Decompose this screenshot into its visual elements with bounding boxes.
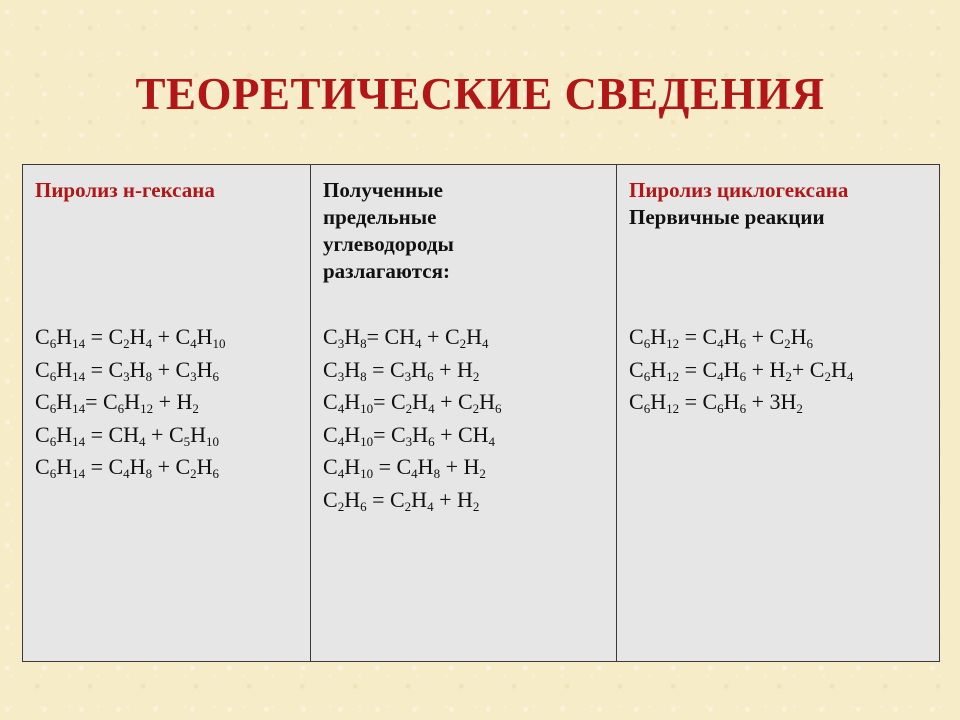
reaction-equation: $C_6H_{12} = C_6H_6 + 3H_2$ bbox=[629, 389, 803, 416]
reaction-equation: $C_6H_{12} = C_4H_6 + H_2+ C_2H_4$ bbox=[629, 356, 854, 384]
column-heading bbox=[629, 177, 929, 231]
column-saturated-decomposition bbox=[310, 165, 616, 661]
reactions-table bbox=[22, 164, 940, 662]
equation-list bbox=[629, 321, 853, 419]
column-heading bbox=[323, 177, 606, 285]
heading-line: углеводороды bbox=[323, 232, 454, 256]
reaction-equation: $C_6H_{14} = C_4H_8 + C_2H_6$ bbox=[35, 454, 220, 481]
reaction-equation: $C_4H_{10}= C_2H_4 + C_2H_6$ bbox=[323, 389, 502, 416]
reaction-equation: $C_4H_{10} = C_4H_8 + H_2$ bbox=[323, 454, 486, 481]
equation-list bbox=[323, 321, 502, 516]
heading-line: Пиролиз н-гексана bbox=[35, 178, 215, 202]
heading-line: предельные bbox=[323, 205, 437, 229]
reaction-equation: $C_3H_8= CH_4 + C_2H_4$ bbox=[323, 324, 489, 351]
equation-list bbox=[35, 321, 226, 484]
column-heading bbox=[35, 177, 300, 204]
heading-line: Первичные реакции bbox=[629, 205, 825, 229]
reaction-equation: $C_3H_8 = C_3H_6 + H_2$ bbox=[323, 356, 480, 384]
reaction-equation: $C_6H_{14} = C_2H_4 + C_4H_{10}$ bbox=[35, 324, 226, 351]
slide-title: ТЕОРЕТИЧЕСКИЕ СВЕДЕНИЯ bbox=[135, 69, 825, 119]
column-hexane-pyrolysis bbox=[23, 165, 310, 661]
reaction-equation: $C_6H_{14} = CH_4 + C_5H_{10}$ bbox=[35, 421, 220, 449]
reaction-equation: $C_6H_{14}= C_6H_{12} + H_2$ bbox=[35, 389, 199, 416]
heading-line: Полученные bbox=[323, 178, 443, 202]
reaction-equation: $C_6H_{12} = C_4H_6 + C_2H_6$ bbox=[629, 324, 814, 351]
heading-line: Пиролиз циклогексана bbox=[629, 178, 849, 202]
heading-line: разлагаются: bbox=[323, 259, 450, 283]
column-cyclohexane-pyrolysis bbox=[616, 165, 939, 661]
reaction-equation: $C_6H_{14} = C_3H_8 + C_3H_6$ bbox=[35, 356, 220, 384]
reaction-equation: $C_4H_{10}= C_3H_6 + CH_4$ bbox=[323, 421, 496, 449]
reaction-equation: $C_2H_6 = C_2H_4 + H_2$ bbox=[323, 486, 480, 514]
